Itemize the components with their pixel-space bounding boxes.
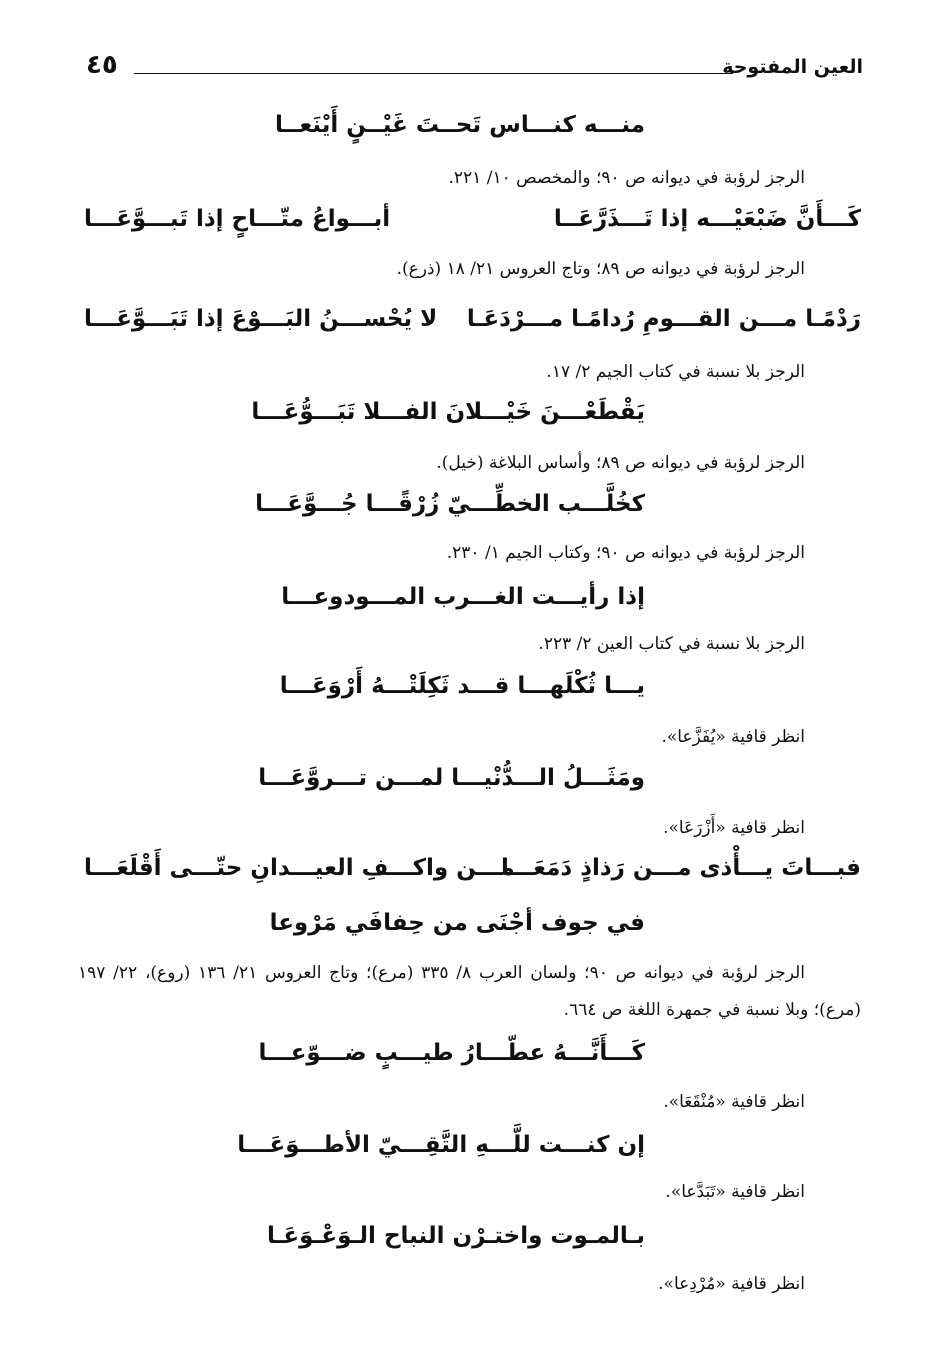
verse-line: إذا رأيـــت الغـــرب المـــودوعـــا [281,584,645,610]
verse-line: منـــه كنـــاس تَحــتَ غَيْــنٍ أَيْنَعــا [275,112,645,138]
cross-reference-note: انظر قافية «مُرْدِعا». [658,1274,805,1294]
cross-reference-note: انظر قافية «مُنْقَعَا». [663,1092,805,1112]
verse-hemistich-left: لا يُحْســـنُ البَـــوْعَ إذا تَبَـــوَّعَـــا [84,306,438,332]
page-number: ٤٥ [86,50,118,80]
citation-paragraph: الرجز لرؤبة في ديوانه ص ٩٠؛ ولسان العرب ٨/ ٣٣٥ (مرع)؛ وتاج العروس ٢١/ ١٣٦ (روع)، ٢٢/ ١٩٧ (مرع)؛ وبلا نسبة في جمهرة اللغة ص ٦٦٤. [78,963,861,1020]
verse-hemistich-right: رَدْمًـا مـــن القـــومِ رُدامًـا مـــرْدَعَـا [466,306,861,332]
verse-line: يَقْطَعْـــنَ خَيْـــلانَ الفـــلا تَبَـــوُّعَـــا [251,399,645,425]
citation-note: الرجز لرؤبة في ديوانه ص ٩٠؛ والمخصص ١٠/ ٢٢١. [448,168,805,188]
cross-reference-note: انظر قافية «يُفَزَّعا». [661,727,805,747]
citation-note: الرجز لرؤبة في ديوانه ص ٨٩؛ وتاج العروس ٢١/ ١٨ (ذرع). [396,259,805,279]
verse-line: ومَثَـــلُ الـــدُّنْيـــا لمـــن تـــروَّعَـــا [258,765,645,791]
verse-line: كخُلَّـــب الخطِّـــيّ زُرْقًـــا جُـــوَّعَـــا [255,491,645,517]
citation-note: الرجز بلا نسبة في كتاب العين ٢/ ٢٢٣. [538,634,805,654]
citation-note: الرجز لرؤبة في ديوانه ص ٩٠؛ وكتاب الجيم ١/ ٢٣٠. [446,543,805,563]
verse-line: بـالمـوت واختـرْن النباح الـوَعْـوَعَـا [266,1223,645,1249]
verse-hemistich-left: مـــن واكـــفِ العيـــدانِ حتّـــى أَقْلَعَـــا [84,855,515,881]
page-header [86,50,863,96]
chapter-title: العين المفتوحة [722,56,863,78]
cross-reference-note: انظر قافية «تَبَدَّعا». [665,1182,805,1202]
header-rule [134,73,733,74]
citation-note: الرجز لرؤبة في ديوانه ص ٨٩؛ وأساس البلاغة (خيل). [436,453,805,473]
cross-reference-note: انظر قافية «أَزْرَعَا». [663,818,805,838]
verse-hemistich-right: كَـــأَنَّ ضَبْعَيْـــه إذا تَـــذَرَّعَــا [553,206,861,232]
verse-line: إن كنـــت للَّـــهِ التَّقِـــيّ الأطـــوَعَـــا [237,1132,645,1158]
verse-hemistich-right: فبـــاتَ يـــأْذى مـــن رَذاذٍ دَمَعَـــا [500,855,861,881]
verse-hemistich-left: أبـــواعُ متّـــاحٍ إذا تَبـــوَّعَـــا [84,206,391,232]
verse-line: في جوف أجْنَى من حِفافَي مَرْوعا [269,910,645,936]
verse-line: يـــا ثُكْلَهـــا قـــد ثَكِلَتْـــهُ أَرْوَعَـــا [279,673,645,699]
verse-line: كَـــأَنَّـــهُ عطّـــارُ طيـــبٍ ضـــوّعـــا [258,1040,645,1066]
citation-note: الرجز بلا نسبة في كتاب الجيم ٢/ ١٧. [546,362,805,382]
